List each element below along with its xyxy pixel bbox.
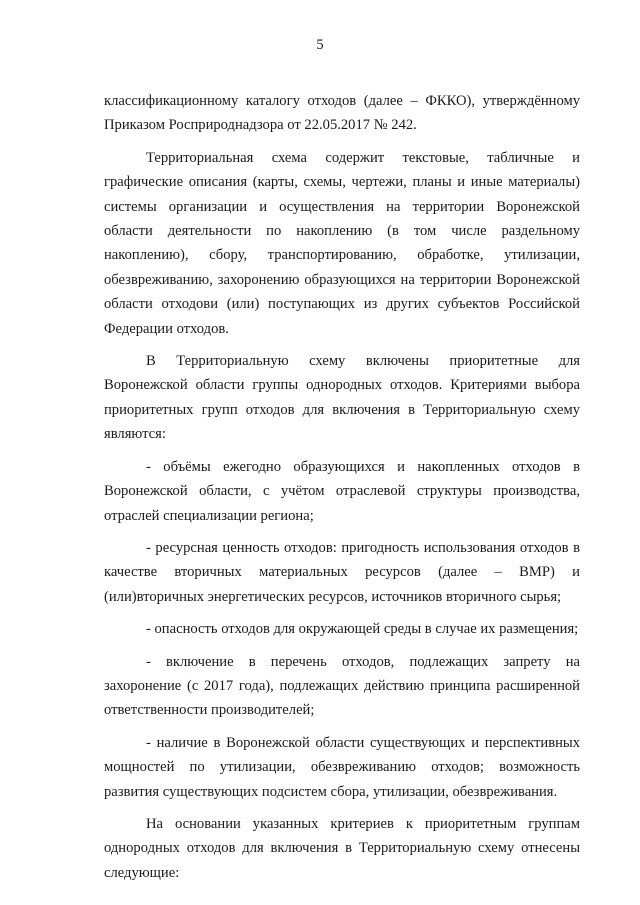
list-item-2: - ресурсная ценность отходов: пригодность использования отходов в качестве вторичных материальных ресурсов (далее – ВМР) и (или)вторичных энергетических ресурсов, источников вторичного сырья; <box>104 539 580 605</box>
paragraph-3: В Территориальную схему включены приоритетные для Воронежской области группы однородных отходов. Критериями выбора приоритетных групп отходов для включения в Территориальную схему являются: <box>104 353 580 443</box>
paragraph-1: классификационному каталогу отходов (далее – ФККО), утверждённому Приказом Росприроднадзора от 22.05.2017 № 242. <box>104 93 580 134</box>
list-item-3: - опасность отходов для окружающей среды в случае их размещения; <box>146 621 579 638</box>
list-item-4: - включение в перечень отходов, подлежащих запрету на захоронение (с 2017 года), подлежащих действию принципа расширенной ответственности производителей; <box>104 653 580 719</box>
paragraph-final: На основании указанных критериев к приоритетным группам однородных отходов для включения в Территориальную схему отнесены следующие: <box>104 815 580 881</box>
document-body <box>104 89 580 893</box>
list-item-5: - наличие в Воронежской области существующих и перспективных мощностей по утилизации, обезвреживанию отходов; возможность развития существующих подсистем сбора, утилизации, обезвреживания. <box>104 734 580 800</box>
list-item-1: - объёмы ежегодно образующихся и накопленных отходов в Воронежской области, с учётом отраслевой структуры производства, отраслей специализации региона; <box>104 458 580 524</box>
page-number: 5 <box>316 37 324 53</box>
paragraph-2: Территориальная схема содержит текстовые, табличные и графические описания (карты, схемы, чертежи, планы и иные материалы) системы организации и осуществления на территории Воронежской области деятельности по накоплению (в том числе раздельному накоплению), сбору, транспортированию, обработке, утилизации, обезвреживанию, захоронению образующихся на территории Воронежской области отходови (или) поступающих из других субъектов Российской Федерации отходов. <box>104 149 580 337</box>
